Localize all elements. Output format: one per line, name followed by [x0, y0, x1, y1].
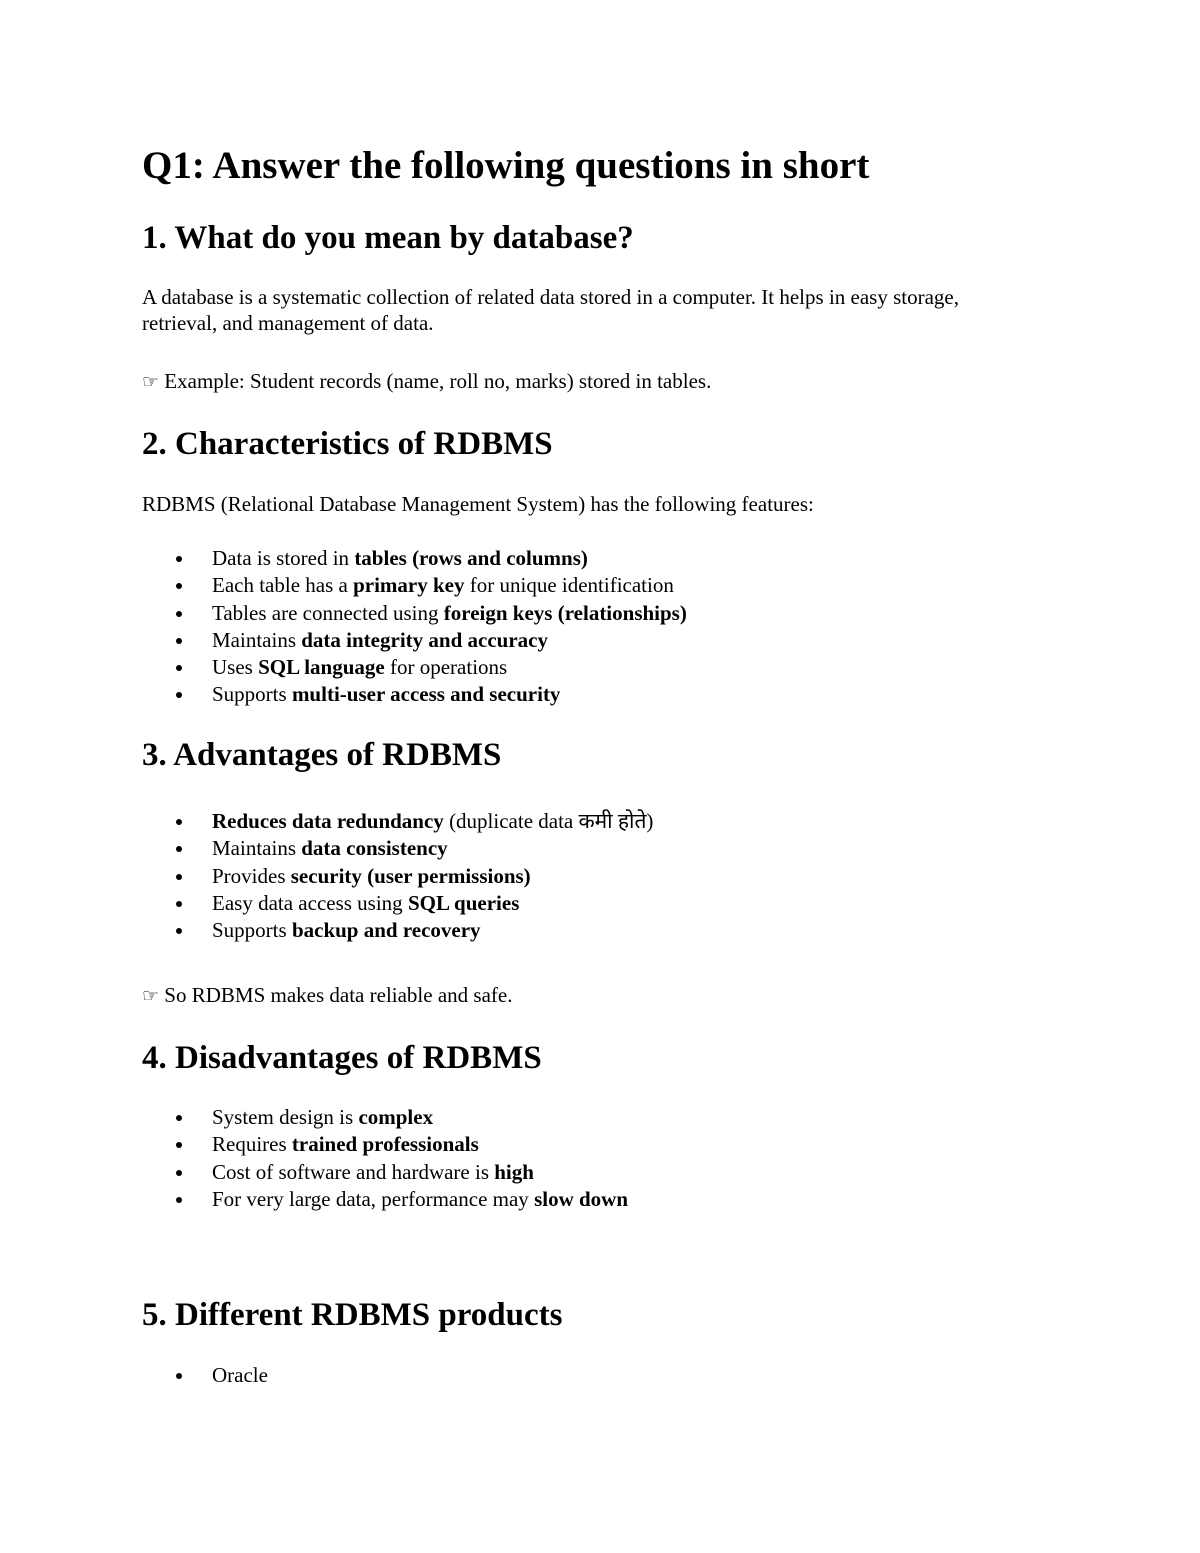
- section-4-list: [142, 1104, 628, 1213]
- list-item: Maintains data consistency: [142, 835, 653, 862]
- section-2-list: [142, 545, 687, 709]
- section-3-list: [142, 808, 653, 944]
- section-3-heading: 3. Advantages of RDBMS: [142, 737, 502, 773]
- list-item: Data is stored in tables (rows and columns): [142, 545, 687, 572]
- pointing-hand-icon: ☞: [142, 371, 160, 393]
- list-item: Supports backup and recovery: [142, 917, 653, 944]
- page-title: Q1: Answer the following questions in short: [142, 144, 870, 187]
- list-item: Oracle: [142, 1362, 268, 1389]
- list-item: Easy data access using SQL queries: [142, 890, 653, 917]
- section-1-paragraph: A database is a systematic collection of related data stored in a computer. It helps in easy storage, retrieval, and management of data.: [142, 285, 959, 335]
- section-5-list: [142, 1362, 268, 1389]
- list-item: Supports multi-user access and security: [142, 681, 687, 708]
- section-5-heading: 5. Different RDBMS products: [142, 1297, 563, 1333]
- section-3-note-text: So RDBMS makes data reliable and safe.: [164, 983, 513, 1007]
- list-item: Reduces data redundancy (duplicate data कमी होते): [142, 808, 653, 835]
- list-item: Requires trained professionals: [142, 1131, 628, 1158]
- list-item: Each table has a primary key for unique identification: [142, 572, 687, 599]
- list-item: For very large data, performance may slow down: [142, 1186, 628, 1213]
- section-1-example-text: Example: Student records (name, roll no, marks) stored in tables.: [164, 369, 712, 393]
- section-1-example: [142, 368, 711, 395]
- section-1-heading: 1. What do you mean by database?: [142, 220, 634, 256]
- section-2-intro: RDBMS (Relational Database Management System) has the following features:: [142, 492, 814, 516]
- section-4-heading: 4. Disadvantages of RDBMS: [142, 1040, 542, 1076]
- list-item: Tables are connected using foreign keys (relationships): [142, 600, 687, 627]
- list-item: System design is complex: [142, 1104, 628, 1131]
- pointing-hand-icon: ☞: [142, 985, 160, 1007]
- list-item: Provides security (user permissions): [142, 863, 653, 890]
- list-item: Uses SQL language for operations: [142, 654, 687, 681]
- section-3-note: [142, 982, 512, 1009]
- section-2-heading: 2. Characteristics of RDBMS: [142, 426, 553, 462]
- list-item: Maintains data integrity and accuracy: [142, 627, 687, 654]
- list-item: Cost of software and hardware is high: [142, 1159, 628, 1186]
